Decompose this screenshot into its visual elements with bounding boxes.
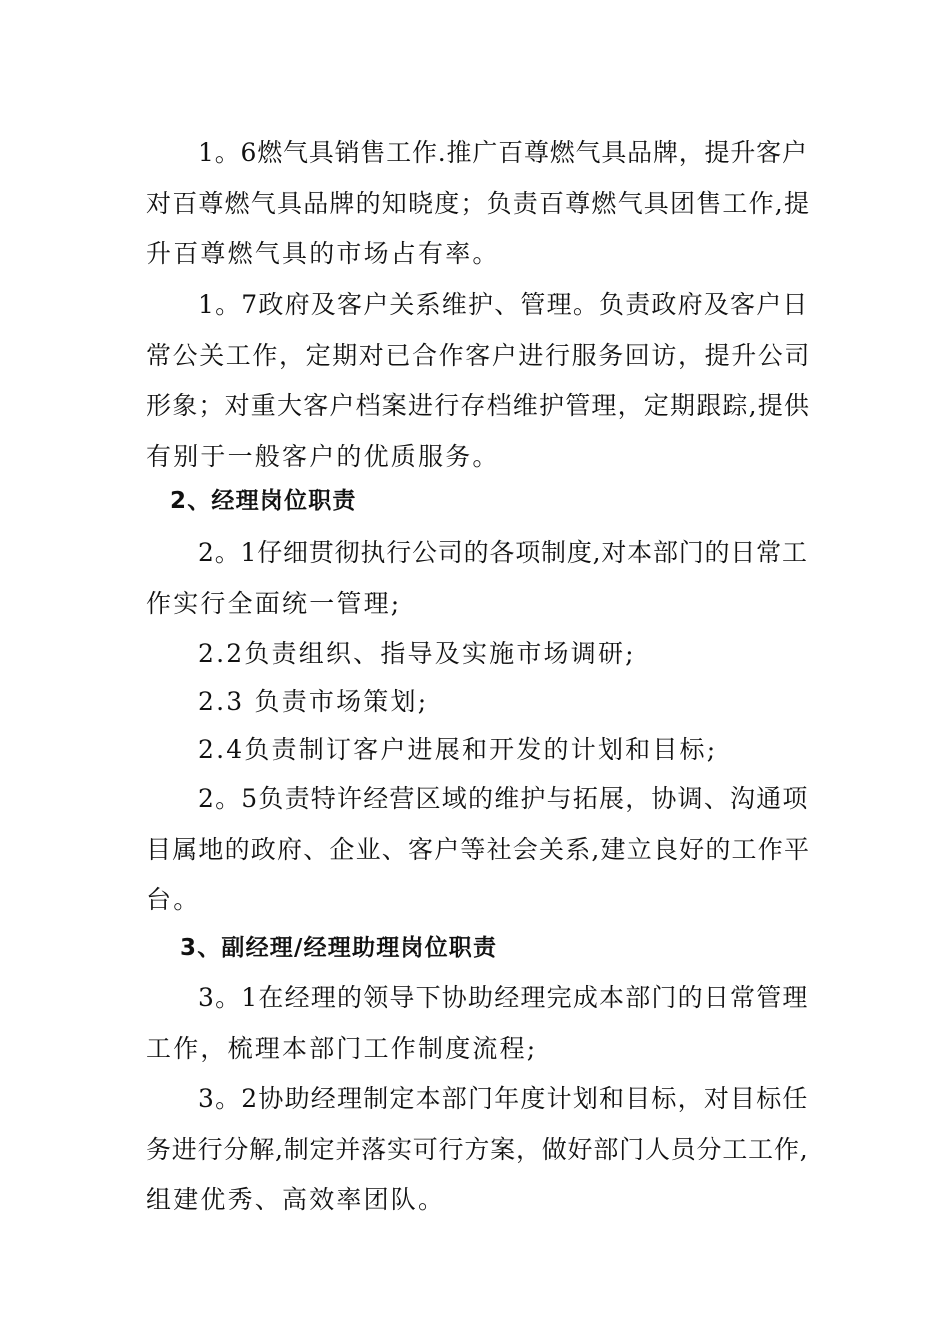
paragraph-line: 1。7政府及客户关系维护、管理。负责政府及客户日: [198, 290, 809, 319]
section-heading-2: 2、经理岗位职责: [170, 488, 357, 514]
paragraph-2-2: [146, 629, 810, 680]
paragraph-line: 3。2协助经理制定本部门年度计划和目标，对目标任: [198, 1084, 809, 1113]
paragraph-line: 2.2负责组织、指导及实施市场调研;: [198, 639, 636, 668]
paragraph-line: 作实行全面统一管理;: [146, 588, 402, 618]
paragraph-line: 有别于一般客户的优质服务。: [146, 441, 500, 471]
paragraph-1-6: [146, 128, 810, 280]
paragraph-line: 3。1在经理的领导下协助经理完成本部门的日常管理: [198, 983, 809, 1012]
paragraph-line: 1。6燃气具销售工作.推广百尊燃气具品牌，提升客户: [198, 138, 808, 167]
paragraph-2-3: [146, 677, 810, 728]
paragraph-line: 目属地的政府、企业、客户等社会关系,建立良好的工作平: [146, 834, 811, 864]
paragraph-3-1: [146, 973, 810, 1074]
paragraph-line: 2。5负责特许经营区域的维护与拓展，协调、沟通项: [198, 784, 809, 813]
paragraph-3-2: [146, 1074, 810, 1226]
paragraph-2-4: [146, 725, 810, 776]
paragraph-line: 工作，梳理本部门工作制度流程;: [146, 1033, 538, 1063]
paragraph-line: 组建优秀、高效率团队。: [146, 1185, 446, 1214]
paragraph-2-5: [146, 774, 810, 926]
paragraph-line: 升百尊燃气具的市场占有率。: [146, 239, 500, 268]
paragraph-line: 2。1仔细贯彻执行公司的各项制度,对本部门的日常工: [198, 538, 808, 567]
paragraph-1-7: [146, 280, 810, 482]
paragraph-2-1: [146, 528, 810, 629]
paragraph-line: 2.4负责制订客户进展和开发的计划和目标;: [198, 735, 718, 764]
paragraph-line: 务进行分解,制定并落实可行方案，做好部门人员分工工作,: [146, 1134, 809, 1164]
paragraph-line: 常公关工作，定期对已合作客户进行服务回访，提升公司: [146, 340, 812, 370]
paragraph-line: 对百尊燃气具品牌的知晓度；负责百尊燃气具团售工作,提: [146, 188, 811, 218]
paragraph-line: 台。: [146, 885, 201, 914]
section-heading-3: 3、副经理/经理助理岗位职责: [180, 935, 498, 961]
paragraph-line: 2.3 负责市场策划;: [198, 687, 429, 716]
paragraph-line: 形象；对重大客户档案进行存档维护管理，定期跟踪,提供: [146, 391, 811, 420]
